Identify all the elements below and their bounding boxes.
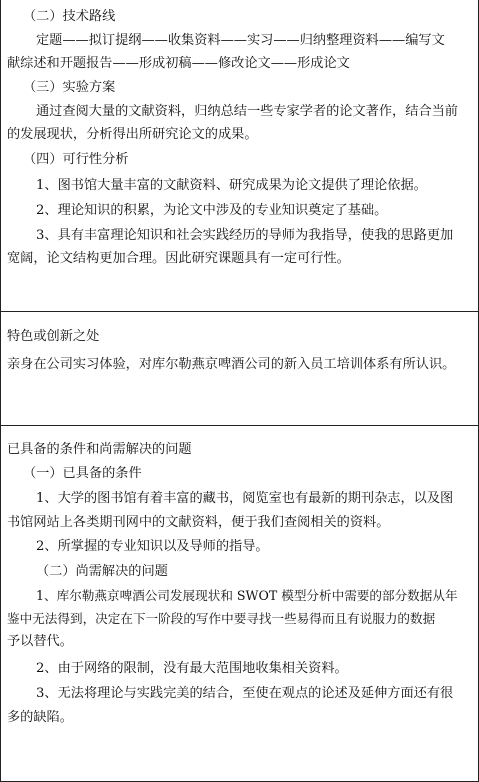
paragraph-line: 书馆网站上各类期刊网中的文献资料，便于我们查阅相关的资料。 [7, 515, 390, 530]
section-heading: 已具备的条件和尚需解决的问题 [7, 442, 192, 457]
paragraph-line: 1、大学的图书馆有着丰富的藏书，阅览室也有最新的期刊杂志，以及图 [36, 491, 454, 506]
paragraph-line: 3、无法将理论与实践完美的结合，至使在观点的论述及延伸方面还有很 [36, 686, 454, 701]
paragraph-line: 宽阔，论文结构更加合理。因此研究课题具有一定可行性。 [7, 251, 350, 266]
subheading-problems: （二）尚需解决的问题 [36, 564, 168, 579]
paragraph-line: 1、库尔勒燕京啤酒公司发展现状和 SWOT 模型分析中需要的部分数据从年 [36, 588, 458, 603]
technical-route-section [0, 0, 479, 312]
subheading-tech-route: （二）技术路线 [23, 9, 116, 24]
paragraph-line: 亲身在公司实习体验，对库尔勒燕京啤酒公司的新入员工培训体系有所认识。 [7, 357, 456, 372]
paragraph-line: 的发展现状，分析得出所研究论文的成果。 [7, 127, 258, 142]
innovation-section [0, 312, 479, 426]
subheading-feasibility: （四）可行性分析 [23, 152, 129, 167]
paragraph-line: 定题——拟订提纲——收集资料——实习——归纳整理资料——编写文 [36, 33, 445, 48]
subheading-conditions: （一）已具备的条件 [23, 466, 142, 481]
paragraph-line: 通过查阅大量的文献资料，归纳总结一些专家学者的论文著作，结合当前 [36, 104, 458, 119]
paragraph-line: 2、理论知识的积累，为论文中涉及的专业知识奠定了基础。 [36, 203, 388, 218]
paragraph-line: 多的缺陷。 [7, 710, 73, 725]
paragraph-line: 2、所掌握的专业知识以及导师的指导。 [36, 539, 269, 554]
paragraph-line: 1、图书馆大量丰富的文献资料、研究成果为论文提供了理论依据。 [36, 178, 427, 193]
conditions-section [0, 426, 479, 782]
subheading-experiment-plan: （三）实验方案 [23, 80, 116, 95]
paragraph-line: 3、具有丰富理论知识和社会实践经历的导师为我指导，使我的思路更加 [36, 228, 454, 243]
paragraph-line: 2、由于网络的限制，没有最大范围地收集相关资料。 [36, 661, 348, 676]
paragraph-line: 予以替代。 [7, 634, 73, 649]
paragraph-line: 献综述和开题报告——形成初稿——修改论文——形成论文 [7, 56, 350, 71]
paragraph-line: 鉴中无法得到，决定在下一阶段的写作中要寻找一些易得而且有说服力的数据 [7, 611, 436, 626]
section-heading: 特色或创新之处 [7, 329, 100, 344]
